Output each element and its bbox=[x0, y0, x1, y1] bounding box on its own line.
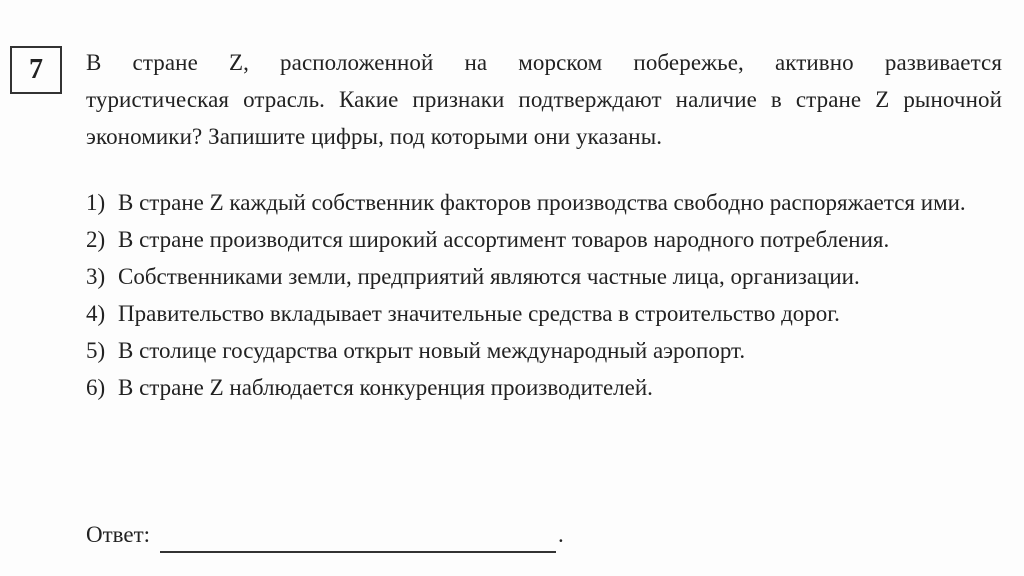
option-item bbox=[86, 369, 1002, 406]
option-number: 3) bbox=[86, 264, 106, 289]
option-item bbox=[86, 184, 1002, 221]
task-number-box bbox=[10, 46, 62, 94]
option-number: 4) bbox=[86, 301, 106, 326]
option-item bbox=[86, 221, 1002, 258]
option-item bbox=[86, 258, 1002, 295]
answer-field[interactable] bbox=[160, 527, 556, 553]
question-line: туристическая отрасль. Какие признаки подтверждают наличие в стране Z рыночной bbox=[86, 87, 1002, 112]
task-number: 7 bbox=[29, 54, 43, 85]
question-line: экономики? Запишите цифры, под которыми они указаны. bbox=[86, 124, 663, 149]
option-text: В столице государства открыт новый международный аэропорт. bbox=[118, 338, 746, 363]
option-number: 2) bbox=[86, 227, 106, 252]
answer-label: Ответ: bbox=[86, 522, 151, 547]
option-number: 5) bbox=[86, 338, 106, 363]
question-text bbox=[86, 44, 1002, 155]
answer-row bbox=[86, 516, 564, 553]
option-number: 6) bbox=[86, 375, 106, 400]
option-number: 1) bbox=[86, 190, 106, 215]
option-text: Правительство вкладывает значительные средства в строительство дорог. bbox=[118, 301, 840, 326]
option-item bbox=[86, 332, 1002, 369]
option-text: В стране Z каждый собственник факторов производства свободно распоряжается ими. bbox=[118, 190, 966, 215]
option-item bbox=[86, 295, 1002, 332]
answer-end-dot: . bbox=[558, 522, 564, 547]
question-line: В стране Z, расположенной на морском побережье, активно развивается bbox=[86, 50, 1002, 75]
option-text: В стране производится широкий ассортимент товаров народного потребления. bbox=[118, 227, 890, 252]
option-text: В стране Z наблюдается конкуренция производителей. bbox=[118, 375, 653, 400]
options-list bbox=[86, 184, 1002, 406]
option-text: Собственниками земли, предприятий являются частные лица, организации. bbox=[118, 264, 860, 289]
